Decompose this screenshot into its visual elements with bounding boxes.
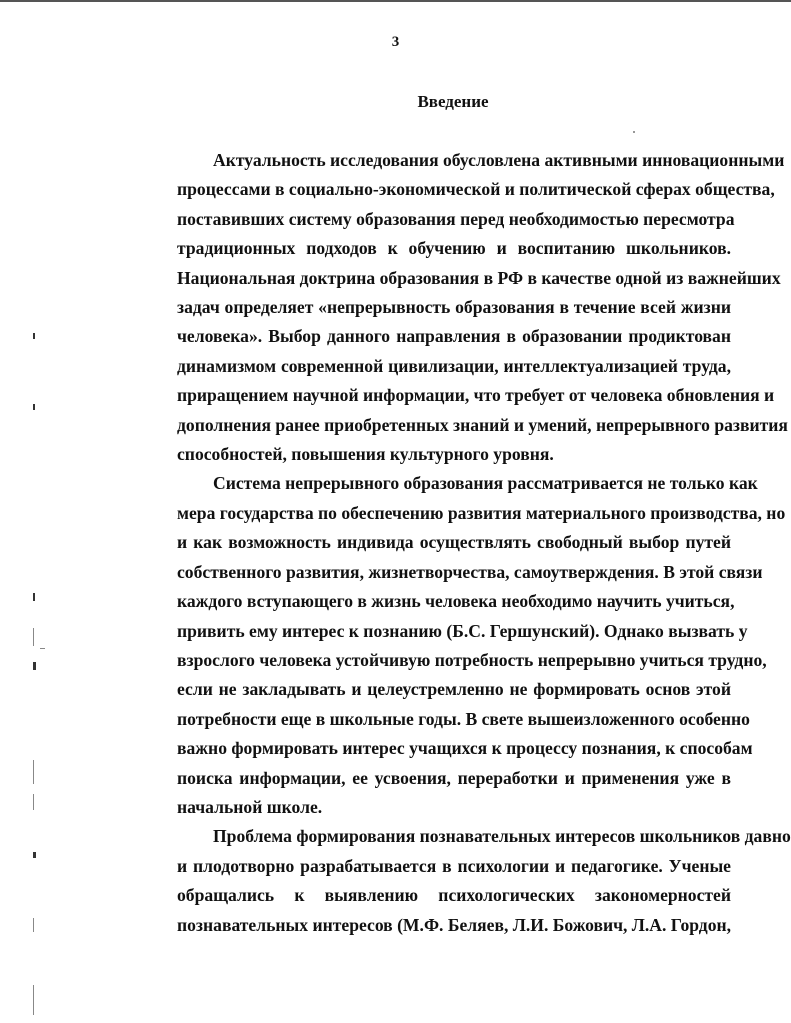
text-line: динамизмом современной цивилизации, интеллектуализацией труда, xyxy=(177,355,731,376)
text-line: задач определяет «непрерывность образования в течение всей жизни xyxy=(177,297,731,318)
text-line: каждого вступающего в жизнь человека необходимо научить учиться, xyxy=(177,591,735,612)
paragraph-3 xyxy=(141,822,791,940)
text-line: обращались к выявлению психологических закономерностей xyxy=(177,885,731,906)
text-line: и плодотворно разрабатывается в психологии и педагогике. Ученые xyxy=(177,855,731,876)
text-line: Проблема формирования познавательных интересов школьников давно xyxy=(213,826,791,847)
scan-artifact xyxy=(33,662,36,670)
text-line: собственного развития, жизнетворчества, самоутверждения. В этой связи xyxy=(177,561,763,582)
text-line: мера государства по обеспечению развития материального производства, но xyxy=(177,502,786,523)
scan-artifact xyxy=(33,760,34,784)
scan-artifact xyxy=(33,628,34,646)
text-line: способностей, повышения культурного уровня. xyxy=(177,444,554,465)
text-line: дополнения ранее приобретенных знаний и умений, непрерывного развития xyxy=(177,414,788,435)
text-line: Актуальность исследования обусловлена активными инновационными xyxy=(213,150,785,170)
text-line: познавательных интересов (М.Ф. Беляев, Л.И. Божович, Л.А. Гордон, xyxy=(177,914,732,935)
body-text xyxy=(141,146,791,940)
text-line: поиска информации, ее усвоения, переработки и применения уже в xyxy=(177,767,731,788)
text-line: и как возможность индивида осуществлять свободный выбор путей xyxy=(177,532,731,553)
scan-artifact xyxy=(33,985,34,1015)
text-line: поставивших систему образования перед необходимостью пересмотра xyxy=(177,208,735,229)
text-line: привить ему интерес к познанию (Б.С. Гершунский). Однако вызвать у xyxy=(177,620,748,641)
scan-artifact xyxy=(33,593,35,601)
scan-artifact xyxy=(33,852,36,858)
text-line: важно формировать интерес учащихся к процессу познания, к способам xyxy=(177,738,753,759)
scan-artifact xyxy=(33,918,34,932)
page-number: 3 xyxy=(391,34,400,50)
text-line: приращением научной информации, что требует от человека обновления и xyxy=(177,385,775,406)
text-line: начальной школе. xyxy=(177,796,323,817)
text-line: если не закладывать и целеустремленно не формировать основ этой xyxy=(177,679,731,700)
scan-artifact xyxy=(33,333,35,339)
top-border-line xyxy=(0,0,791,2)
scan-artifact xyxy=(33,794,34,810)
scan-artifact xyxy=(40,648,45,649)
section-heading: Введение xyxy=(417,92,489,111)
text-line: Национальная доктрина образования в РФ в качестве одной из важнейших xyxy=(177,267,781,288)
paragraph-1 xyxy=(141,146,788,469)
text-line: человека». Выбор данного направления в образовании продиктован xyxy=(177,326,731,347)
paragraph-2 xyxy=(141,469,786,822)
text-line: Система непрерывного образования рассматривается не только как xyxy=(213,473,758,494)
text-line: традиционных подходов к обучению и воспитанию школьников. xyxy=(177,238,731,259)
text-line: потребности еще в школьные годы. В свете вышеизложенного особенно xyxy=(177,708,750,729)
text-line: взрослого человека устойчивую потребность непрерывно учиться трудно, xyxy=(177,649,767,670)
text-line: процессами в социально-экономической и политической сферах общества, xyxy=(177,179,775,200)
scan-speck xyxy=(633,131,635,133)
scan-artifact xyxy=(33,404,35,410)
